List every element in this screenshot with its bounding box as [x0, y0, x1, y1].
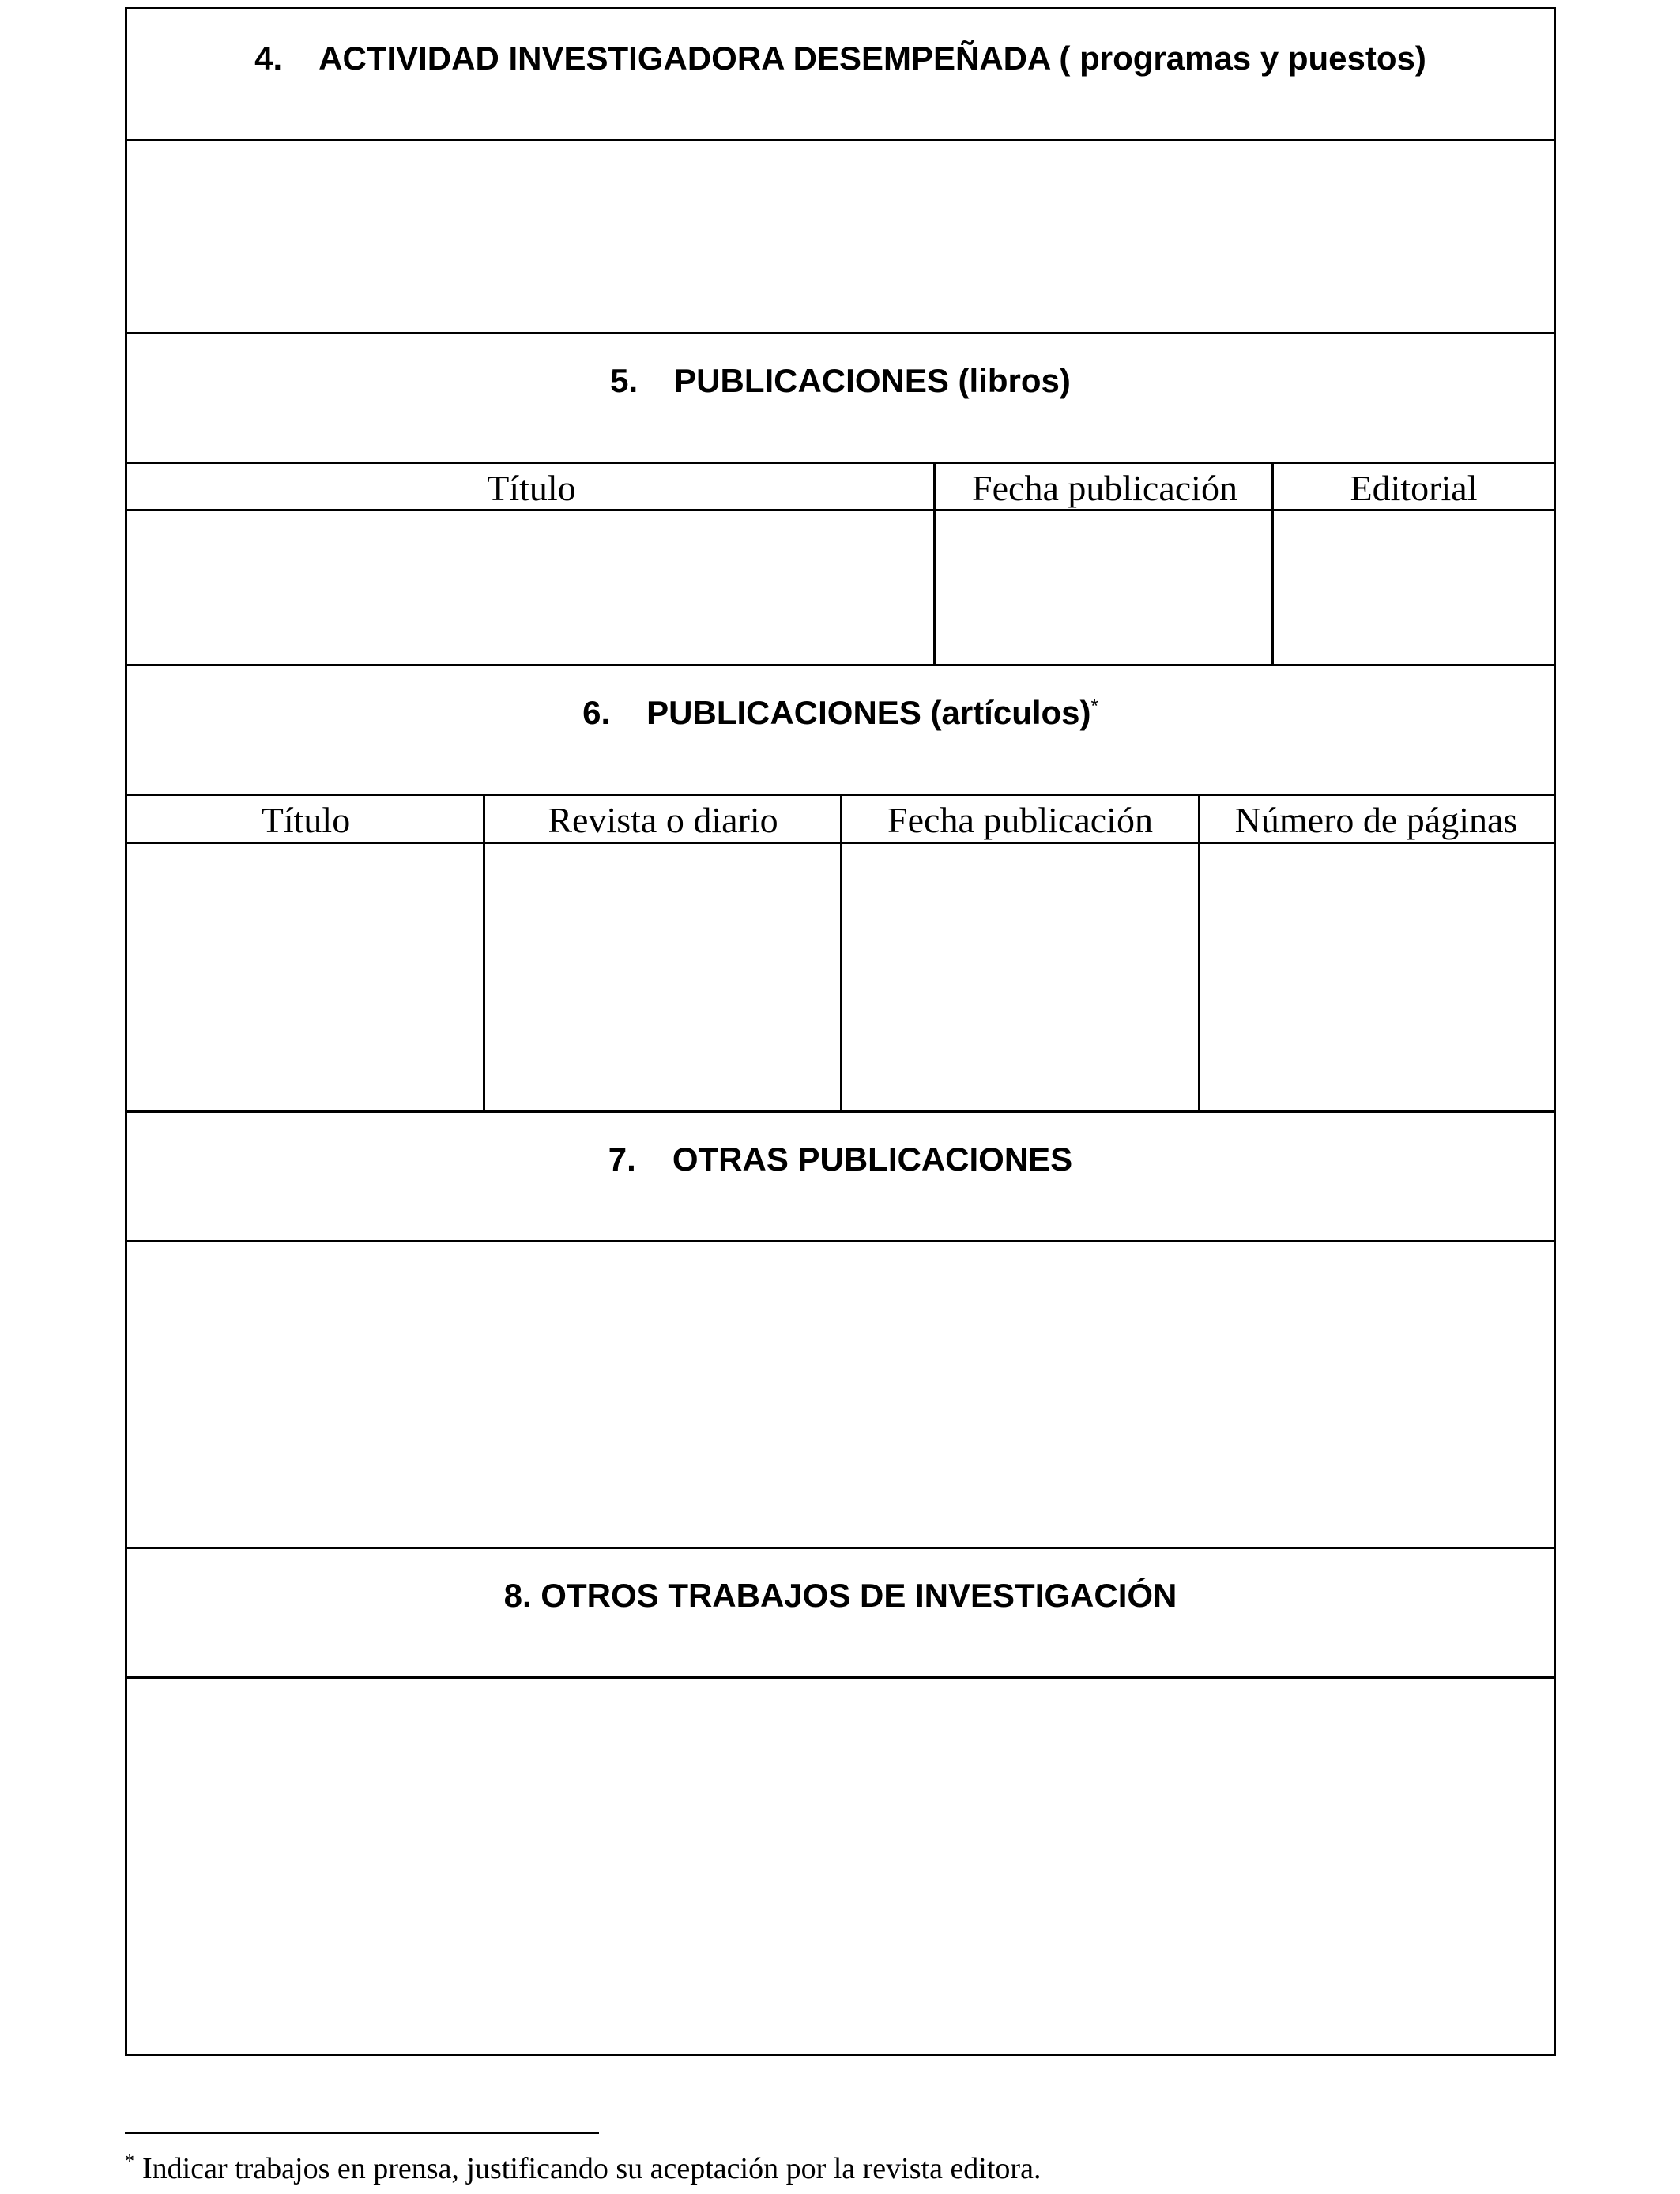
- column-divider: [1198, 794, 1200, 1110]
- articles-col-revista: Revista o diario: [548, 800, 778, 840]
- divider: [127, 462, 1554, 464]
- research-activity-field[interactable]: [127, 141, 1554, 332]
- articles-cell-revista[interactable]: [484, 844, 842, 1110]
- footnote-rule: [125, 2132, 599, 2134]
- section-6-heading: [127, 694, 1554, 732]
- footnote-mark: *: [1090, 696, 1098, 717]
- books-col-editorial: Editorial: [1350, 468, 1478, 508]
- books-cell-titulo[interactable]: [127, 511, 936, 664]
- section-4-number: 4.: [254, 40, 283, 77]
- other-publications-field[interactable]: [127, 1242, 1554, 1547]
- divider: [127, 1547, 1554, 1549]
- articles-cell-fecha[interactable]: [842, 844, 1199, 1110]
- articles-col-fecha: Fecha publicación: [887, 800, 1153, 840]
- cv-form-table: [125, 7, 1556, 2056]
- column-divider: [933, 462, 936, 664]
- books-col-fecha: Fecha publicación: [972, 468, 1237, 508]
- footnote-text: Indicar trabajos en prensa, justificando su aceptación por la revista editora.: [142, 2152, 1042, 2185]
- section-6-title: PUBLICACIONES (artículos): [646, 694, 1091, 731]
- section-5-heading: [127, 362, 1554, 400]
- articles-col-paginas: Número de páginas: [1234, 800, 1518, 840]
- section-8-title: 8. OTROS TRABAJOS DE INVESTIGACIÓN: [503, 1577, 1177, 1614]
- divider: [127, 332, 1554, 334]
- articles-cell-titulo[interactable]: [127, 844, 484, 1110]
- section-7-number: 7.: [608, 1140, 636, 1178]
- column-divider: [483, 794, 485, 1110]
- footnote-marker: *: [125, 2151, 134, 2173]
- section-4-title: ACTIVIDAD INVESTIGADORA DESEMPEÑADA ( programas y puestos): [318, 40, 1426, 77]
- column-divider: [840, 794, 842, 1110]
- books-col-titulo: Título: [487, 468, 576, 508]
- column-divider: [1271, 462, 1274, 664]
- divider: [127, 1110, 1554, 1113]
- books-cell-editorial[interactable]: [1274, 511, 1554, 664]
- footnote: [125, 2151, 1041, 2186]
- section-7-title: OTRAS PUBLICACIONES: [672, 1140, 1073, 1178]
- books-cell-fecha[interactable]: [936, 511, 1274, 664]
- section-7-heading: [127, 1140, 1554, 1178]
- section-8-heading: [127, 1577, 1554, 1615]
- section-5-number: 5.: [610, 362, 638, 399]
- section-5-title: PUBLICACIONES (libros): [674, 362, 1071, 399]
- articles-col-titulo: Título: [261, 800, 351, 840]
- other-research-field[interactable]: [127, 1679, 1554, 2054]
- section-6-number: 6.: [582, 694, 611, 731]
- articles-cell-paginas[interactable]: [1199, 844, 1554, 1110]
- section-4-heading: [127, 40, 1554, 77]
- divider: [127, 664, 1554, 666]
